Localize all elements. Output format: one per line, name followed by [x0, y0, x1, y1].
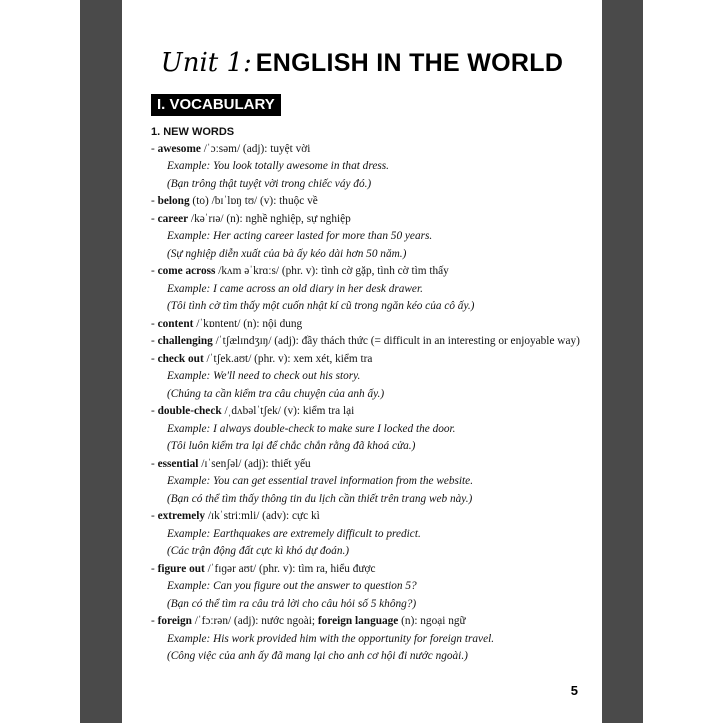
vocab-entry: - awesome /ˈɔːsəm/ (adj): tuyệt vời — [151, 142, 311, 155]
example-sentence: Example: You look totally awesome in that dress. — [167, 160, 389, 172]
example-translation: (Bạn trông thật tuyệt vời trong chiếc váy đó.) — [167, 177, 372, 190]
example-translation: (Tôi luôn kiểm tra lại để chắc chắn rằng đã khoá cửa.) — [167, 440, 416, 452]
page-number: 5 — [570, 683, 578, 698]
vocab-definition: /ˈfɔːrən/ (adj): nước ngoài; — [191, 615, 318, 627]
example-translation: (Công việc của anh ấy đã mang lại cho anh cơ hội đi nước ngoài.) — [167, 650, 468, 662]
vocab-definition: (to) /bɪˈlɒŋ tʊ/ (v): thuộc về — [189, 195, 318, 207]
unit-label: Unit 1: — [160, 48, 252, 78]
example-translation: (Bạn có thể tìm ra câu trả lời cho câu hỏi số 5 không?) — [167, 597, 417, 610]
vocab-definition: (n): ngoại ngữ — [398, 615, 466, 627]
example-sentence: Example: I came across an old diary in her desk drawer. — [167, 282, 423, 295]
vocab-word: double-check — [157, 405, 222, 417]
unit-title: ENGLISH IN THE WORLD — [255, 49, 564, 77]
example-sentence: Example: I always double-check to make sure I locked the door. — [167, 422, 456, 435]
vocab-definition: /kʌm əˈkrɑːs/ (phr. v): tình cờ gặp, tình cờ tìm thấy — [215, 265, 449, 277]
vocab-definition: /ɪkˈstriːmli/ (adv): cực kì — [205, 510, 320, 522]
vocab-entry: - figure out /ˈfɪɡər aʊt/ (phr. v): tìm ra, hiểu được — [151, 562, 376, 575]
vocab-entry: - check out /ˈtʃek.aʊt/ (phr. v): xem xét, kiểm tra — [151, 352, 373, 365]
vocab-entry: - belong (to) /bɪˈlɒŋ tʊ/ (v): thuộc về — [151, 195, 318, 207]
vocab-word: figure out — [157, 562, 205, 575]
example-sentence: Example: You can get essential travel information from the website. — [167, 475, 474, 487]
subsection-heading: 1. NEW WORDS — [151, 126, 235, 138]
vocab-entry: - extremely /ɪkˈstriːmli/ (adv): cực kì — [151, 510, 320, 522]
vocab-definition: /ɪˈsenʃəl/ (adj): thiết yếu — [198, 457, 311, 470]
example-sentence: Example: His work provided him with the opportunity for foreign travel. — [167, 632, 495, 645]
example-sentence: Example: Can you figure out the answer to question 5? — [167, 580, 417, 592]
example-translation: (Sự nghiệp diễn xuất của bà ấy kéo dài hơn 50 năm.) — [167, 247, 407, 260]
vocab-definition: /ˈɔːsəm/ (adj): tuyệt vời — [200, 142, 311, 155]
vocab-word: career — [157, 212, 189, 225]
section-heading: I. VOCABULARY — [151, 94, 281, 116]
vocab-entry: - content /ˈkɒntent/ (n): nội dung — [151, 317, 303, 330]
vocabulary-list — [151, 123, 585, 666]
vocab-definition: /kəˈrɪə/ (n): nghề nghiệp, sự nghiệp — [188, 212, 351, 225]
vocab-entry: - double-check /ˌdʌbəlˈtʃek/ (v): kiểm tra lại — [151, 405, 355, 417]
vocab-entry: - career /kəˈrɪə/ (n): nghề nghiệp, sự nghiệp — [151, 212, 351, 225]
vocab-definition: /ˈkɒntent/ (n): nội dung — [193, 317, 303, 330]
example-sentence: Example: We'll need to check out his story. — [167, 370, 361, 382]
vocab-definition: /ˈtʃælɪndʒɪŋ/ (adj): đầy thách thức (= difficult in an interesting or enjoyable way) — [212, 335, 580, 347]
example-translation: (Tôi tình cờ tìm thấy một cuốn nhật kí cũ trong ngăn kéo của cô ấy.) — [167, 300, 475, 312]
vocab-entry: - challenging /ˈtʃælɪndʒɪŋ/ (adj): đầy thách thức (= difficult in an interesting or enjoyable way) — [151, 335, 580, 347]
vocab-entry: - come across /kʌm əˈkrɑːs/ (phr. v): tình cờ gặp, tình cờ tìm thấy — [151, 265, 449, 277]
vocab-word: essential — [157, 457, 199, 470]
vocab-definition: /ˌdʌbəlˈtʃek/ (v): kiểm tra lại — [221, 405, 355, 417]
vocab-word: foreign — [157, 615, 192, 627]
example-sentence: Example: Her acting career lasted for more than 50 years. — [167, 230, 433, 242]
vocab-word: challenging — [157, 335, 213, 347]
vocab-entry: - essential /ɪˈsenʃəl/ (adj): thiết yếu — [151, 457, 311, 470]
example-translation: (Các trận động đất cực kì khó dự đoán.) — [167, 545, 350, 557]
vocab-word: check out — [157, 352, 204, 365]
vocab-definition: /ˈfɪɡər aʊt/ (phr. v): tìm ra, hiểu được — [204, 562, 376, 575]
page-title — [122, 48, 602, 78]
vocab-word: foreign language — [317, 615, 399, 627]
vocab-word: belong — [157, 195, 190, 207]
vocab-definition: /ˈtʃek.aʊt/ (phr. v): xem xét, kiểm tra — [203, 352, 373, 365]
example-sentence: Example: Earthquakes are extremely difficult to predict. — [167, 527, 421, 540]
vocab-word: awesome — [157, 142, 201, 155]
vocab-word: extremely — [157, 510, 206, 522]
vocab-entry: - foreign /ˈfɔːrən/ (adj): nước ngoài; foreign language (n): ngoại ngữ — [151, 615, 466, 627]
vocab-word: content — [157, 317, 194, 330]
document-page — [122, 0, 602, 723]
example-translation: (Bạn có thể tìm thấy thông tin du lịch cần thiết trên trang web này.) — [167, 492, 473, 505]
example-translation: (Chúng ta cần kiểm tra câu chuyện của anh ấy.) — [167, 387, 385, 400]
vocab-word: come across — [157, 265, 216, 277]
